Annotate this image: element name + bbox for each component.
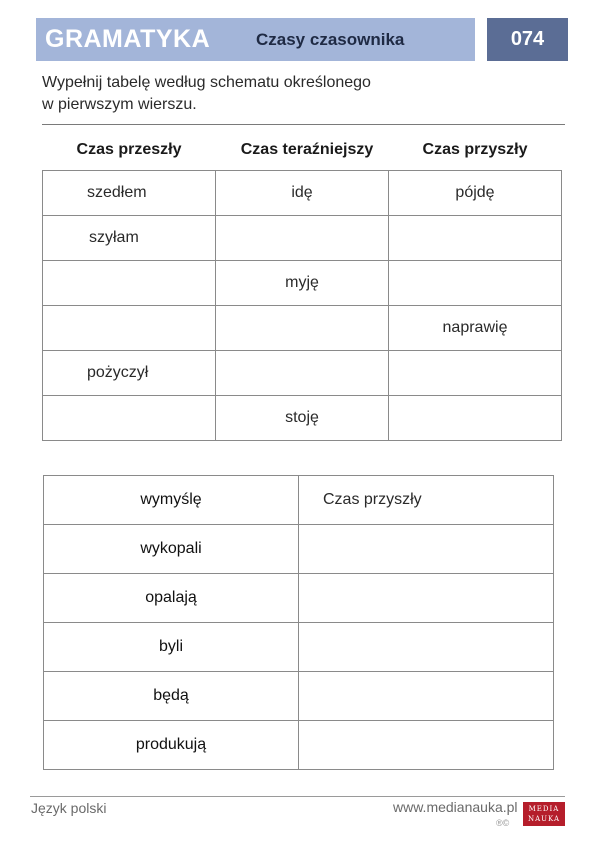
table-row bbox=[43, 216, 562, 261]
website-link[interactable]: www.medianauka.pl bbox=[393, 799, 518, 815]
logo-line-1: MEDIA bbox=[528, 805, 560, 813]
verb-cell: wykopali bbox=[44, 525, 299, 574]
subject-label: Język polski bbox=[31, 800, 107, 816]
table-cell: stoję bbox=[216, 396, 389, 441]
verb-cell: będą bbox=[44, 672, 299, 721]
worksheet-subtitle: Czasy czasownika bbox=[256, 30, 405, 49]
answer-cell[interactable] bbox=[299, 525, 554, 574]
divider bbox=[42, 124, 565, 125]
table-row bbox=[44, 476, 554, 525]
table-row bbox=[44, 623, 554, 672]
answer-cell: Czas przyszły bbox=[299, 476, 554, 525]
identify-tense-table bbox=[43, 475, 554, 770]
instruction-line-2: w pierwszym wierszu. bbox=[42, 96, 197, 113]
worksheet-number: 074 bbox=[487, 18, 568, 61]
table-row bbox=[43, 171, 562, 216]
logo-line-2: NAUKA bbox=[527, 815, 561, 823]
table-cell: szedłem bbox=[43, 171, 216, 216]
table-row bbox=[44, 672, 554, 721]
table-cell[interactable] bbox=[389, 261, 562, 306]
table-cell: naprawię bbox=[389, 306, 562, 351]
table-cell[interactable] bbox=[43, 261, 216, 306]
table-cell: pójdę bbox=[389, 171, 562, 216]
table-cell[interactable] bbox=[389, 396, 562, 441]
table-cell[interactable] bbox=[216, 306, 389, 351]
table-row bbox=[44, 721, 554, 770]
table-cell[interactable] bbox=[216, 351, 389, 396]
table-row bbox=[44, 525, 554, 574]
instruction-line-1: Wypełnij tabelę według schematu określonego bbox=[42, 74, 371, 91]
answer-cell[interactable] bbox=[299, 721, 554, 770]
table-row bbox=[43, 396, 562, 441]
table-row bbox=[43, 261, 562, 306]
table-row bbox=[44, 574, 554, 623]
answer-cell[interactable] bbox=[299, 623, 554, 672]
table-cell[interactable] bbox=[43, 396, 216, 441]
table-cell: idę bbox=[216, 171, 389, 216]
answer-cell[interactable] bbox=[299, 672, 554, 721]
table-cell: myję bbox=[216, 261, 389, 306]
media-nauka-logo bbox=[523, 802, 565, 826]
table-row bbox=[43, 306, 562, 351]
footer-divider bbox=[30, 796, 565, 797]
brand-title: GRAMATYKA bbox=[45, 25, 211, 53]
verb-cell: produkują bbox=[44, 721, 299, 770]
table-cell: szyłam bbox=[43, 216, 216, 261]
tense-table bbox=[42, 170, 562, 441]
verb-cell: wymyślę bbox=[44, 476, 299, 525]
table-cell: pożyczył bbox=[43, 351, 216, 396]
verb-cell: opalają bbox=[44, 574, 299, 623]
column-header-present: Czas teraźniejszy bbox=[240, 141, 374, 158]
table-cell[interactable] bbox=[389, 216, 562, 261]
table-cell[interactable] bbox=[216, 216, 389, 261]
copyright-mark: ®© bbox=[496, 818, 510, 828]
table-row bbox=[43, 351, 562, 396]
table-cell[interactable] bbox=[43, 306, 216, 351]
column-header-past: Czas przeszły bbox=[76, 141, 182, 158]
table-cell[interactable] bbox=[389, 351, 562, 396]
instruction-text bbox=[42, 72, 442, 116]
header-banner bbox=[36, 18, 475, 61]
verb-cell: byli bbox=[44, 623, 299, 672]
answer-cell[interactable] bbox=[299, 574, 554, 623]
column-header-future: Czas przyszły bbox=[422, 141, 528, 158]
